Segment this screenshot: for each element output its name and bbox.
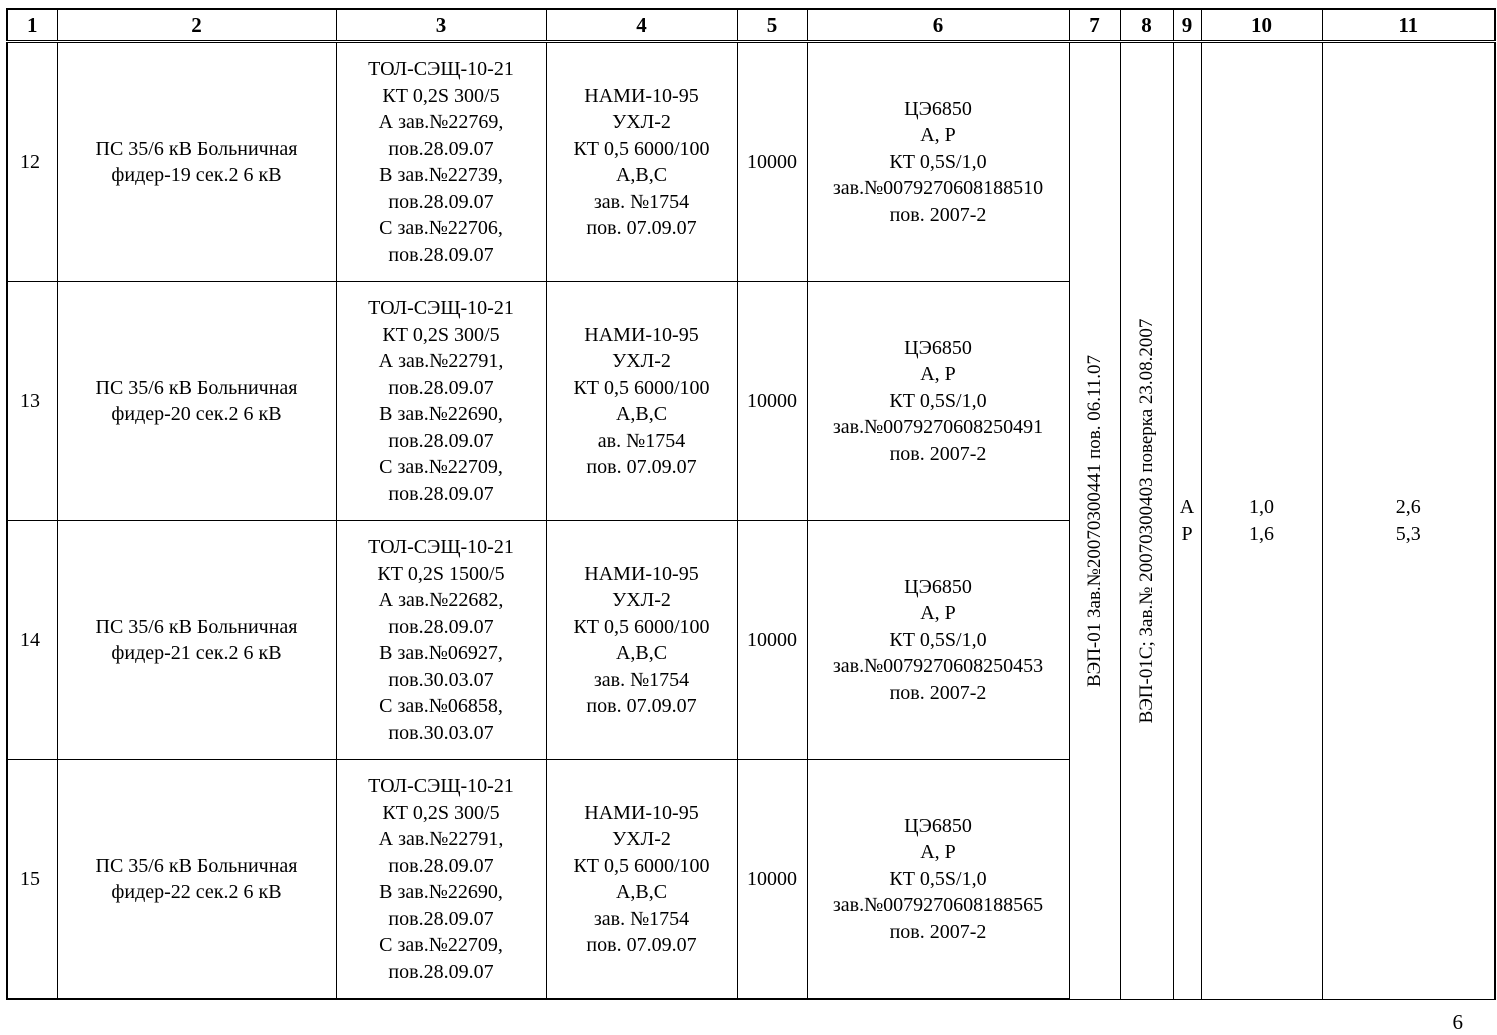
col11-value-active: 2,6 (1395, 496, 1421, 519)
col7-device-cell (1069, 42, 1120, 1000)
tt-line: С зав.№22709, (379, 456, 503, 478)
meter-cell (807, 282, 1069, 521)
object-name-cell (57, 760, 336, 1000)
meter-line: пов. 2007-2 (889, 920, 987, 943)
meter-line: А, Р (920, 363, 956, 386)
tt-line: пов.28.09.07 (388, 429, 494, 452)
tt-line: КТ 0,2S 300/5 (382, 801, 500, 824)
tt-line: А зав.№22769, (378, 111, 504, 133)
col10-value-reactive: 1,6 (1249, 522, 1274, 545)
object-name-line: фидер-19 сек.2 6 кВ (111, 164, 282, 186)
current-transformer-cell (336, 282, 546, 521)
meter-line: ЦЭ6850 (904, 97, 972, 120)
col8-device-cell (1120, 42, 1173, 1000)
header-cell-3: 3 (336, 9, 546, 42)
meter-line: КТ 0,5S/1,0 (889, 628, 987, 651)
tt-line: ТОЛ-СЭЩ-10-21 (368, 297, 514, 319)
object-name-line: ПС 35/6 кВ Больничная (95, 854, 298, 877)
tt-line: В зав.№22690, (379, 403, 503, 425)
page-number: 6 (1452, 1010, 1463, 1034)
col10-value-cell (1201, 42, 1322, 1000)
tn-line: пов. 07.09.07 (586, 695, 697, 717)
meter-line: ЦЭ6850 (904, 575, 972, 598)
tt-line: пов.28.09.07 (388, 190, 494, 213)
tt-line: В зав.№06927, (379, 642, 503, 664)
current-transformer-cell (336, 42, 546, 282)
object-name-line: фидер-21 сек.2 6 кВ (111, 642, 282, 664)
tt-line: пов.30.03.07 (388, 721, 494, 744)
header-cell-1: 1 (7, 9, 57, 42)
tn-line: КТ 0,5 6000/100 (573, 137, 710, 160)
header-cell-4: 4 (546, 9, 737, 42)
header-cell-5: 5 (737, 9, 807, 42)
meter-line: КТ 0,5S/1,0 (889, 150, 987, 173)
tn-line: НАМИ-10-95 (584, 801, 699, 824)
object-name-line: ПС 35/6 кВ Больничная (95, 615, 298, 638)
meter-line: КТ 0,5S/1,0 (889, 389, 987, 412)
tt-line: пов.28.09.07 (388, 482, 494, 505)
col11-value-cell (1322, 42, 1495, 1000)
tn-line: УХЛ-2 (612, 589, 671, 611)
energy-type-reactive: Р (1181, 522, 1193, 545)
row-number: 12 (7, 42, 57, 282)
meter-line: зав.№0079270608250453 (832, 655, 1044, 678)
meter-line: пов. 2007-2 (889, 442, 987, 465)
tn-line: пов. 07.09.07 (586, 217, 697, 239)
tt-line: В зав.№22690, (379, 881, 503, 903)
row-number: 13 (7, 282, 57, 521)
tt-line: ТОЛ-СЭЩ-10-21 (368, 58, 514, 80)
col11-value-reactive: 5,3 (1395, 522, 1421, 545)
current-transformer-cell (336, 521, 546, 760)
tt-line: С зав.№22709, (379, 934, 503, 956)
meter-cell (807, 521, 1069, 760)
tn-line: УХЛ-2 (612, 111, 671, 133)
tt-line: пов.28.09.07 (388, 907, 494, 930)
voltage-transformer-cell (546, 282, 737, 521)
tt-line: КТ 0,2S 300/5 (382, 323, 500, 346)
row-number: 14 (7, 521, 57, 760)
tt-line: С зав.№22706, (379, 217, 503, 239)
meter-line: КТ 0,5S/1,0 (889, 867, 987, 890)
current-transformer-cell (336, 760, 546, 1000)
tt-line: пов.28.09.07 (388, 960, 494, 983)
header-cell-2: 2 (57, 9, 336, 42)
ratio-cell: 10000 (737, 42, 807, 282)
tt-line: В зав.№22739, (379, 164, 503, 186)
tn-line: КТ 0,5 6000/100 (573, 854, 710, 877)
tn-line: пов. 07.09.07 (586, 934, 697, 956)
tn-line: УХЛ-2 (612, 828, 671, 850)
object-name-line: ПС 35/6 кВ Больничная (95, 376, 298, 399)
tn-line: НАМИ-10-95 (584, 323, 699, 346)
tt-line: А зав.№22682, (378, 589, 504, 611)
tt-line: А зав.№22791, (378, 350, 504, 372)
meter-line: пов. 2007-2 (889, 203, 987, 226)
header-row (7, 9, 1495, 42)
voltage-transformer-cell (546, 521, 737, 760)
tt-line: А зав.№22791, (378, 828, 504, 850)
col8-device-text: ВЭП-01С; Зав.№ 20070300403 поверка 23.08.2007 (1135, 318, 1157, 724)
tt-line: КТ 0,2S 300/5 (382, 84, 500, 107)
header-cell-7: 7 (1069, 9, 1120, 42)
meter-line: пов. 2007-2 (889, 681, 987, 704)
tn-line: УХЛ-2 (612, 350, 671, 372)
tn-line: зав. №1754 (593, 668, 690, 691)
ratio-cell: 10000 (737, 760, 807, 1000)
object-name-cell (57, 42, 336, 282)
tn-line: пов. 07.09.07 (586, 456, 697, 478)
tt-line: КТ 0,2S 1500/5 (377, 562, 505, 585)
voltage-transformer-cell (546, 42, 737, 282)
tn-line: А,В,С (615, 642, 668, 664)
ratio-cell: 10000 (737, 521, 807, 760)
meter-line: ЦЭ6850 (904, 814, 972, 837)
meter-line: зав.№0079270608250491 (832, 416, 1044, 439)
meter-line: А, Р (920, 124, 956, 147)
header-cell-6: 6 (807, 9, 1069, 42)
header-cell-11: 11 (1322, 9, 1495, 42)
tn-line: НАМИ-10-95 (584, 562, 699, 585)
tn-line: А,В,С (615, 403, 668, 425)
ratio-cell: 10000 (737, 282, 807, 521)
tt-line: пов.28.09.07 (388, 243, 494, 266)
object-name-cell (57, 521, 336, 760)
object-name-line: фидер-22 сек.2 6 кВ (111, 881, 282, 903)
tn-line: КТ 0,5 6000/100 (573, 376, 710, 399)
col7-device-text: ВЭП-01 Зав.№20070300441 пов. 06.11.07 (1083, 354, 1105, 687)
tn-line: зав. №1754 (593, 907, 690, 930)
voltage-transformer-cell (546, 760, 737, 1000)
tt-line: С зав.№06858, (379, 695, 503, 717)
meter-line: зав.№0079270608188510 (832, 177, 1044, 200)
tn-line: А,В,С (615, 164, 668, 186)
col9-energy-type-cell (1173, 42, 1201, 1000)
tt-line: ТОЛ-СЭЩ-10-21 (368, 536, 514, 558)
metering-table (6, 8, 1496, 1000)
tt-line: пов.28.09.07 (388, 137, 494, 160)
meter-line: А, Р (920, 841, 956, 864)
object-name-line: фидер-20 сек.2 6 кВ (111, 403, 282, 425)
tn-line: зав. №1754 (593, 190, 690, 213)
tn-line: А,В,С (615, 881, 668, 903)
tt-line: ТОЛ-СЭЩ-10-21 (368, 775, 514, 797)
header-cell-9: 9 (1173, 9, 1201, 42)
header-cell-8: 8 (1120, 9, 1173, 42)
tt-line: пов.28.09.07 (388, 854, 494, 877)
tn-line: КТ 0,5 6000/100 (573, 615, 710, 638)
meter-line: зав.№0079270608188565 (832, 894, 1044, 917)
tn-line: ав. №1754 (597, 429, 686, 452)
table-row (7, 42, 1495, 282)
meter-cell (807, 42, 1069, 282)
object-name-cell (57, 282, 336, 521)
energy-type-active: А (1179, 496, 1195, 519)
meter-line: А, Р (920, 602, 956, 625)
meter-line: ЦЭ6850 (904, 336, 972, 359)
meter-cell (807, 760, 1069, 1000)
tt-line: пов.30.03.07 (388, 668, 494, 691)
tt-line: пов.28.09.07 (388, 615, 494, 638)
tt-line: пов.28.09.07 (388, 376, 494, 399)
object-name-line: ПС 35/6 кВ Больничная (95, 137, 298, 160)
col10-value-active: 1,0 (1249, 496, 1274, 519)
row-number: 15 (7, 760, 57, 1000)
tn-line: НАМИ-10-95 (584, 84, 699, 107)
header-cell-10: 10 (1201, 9, 1322, 42)
